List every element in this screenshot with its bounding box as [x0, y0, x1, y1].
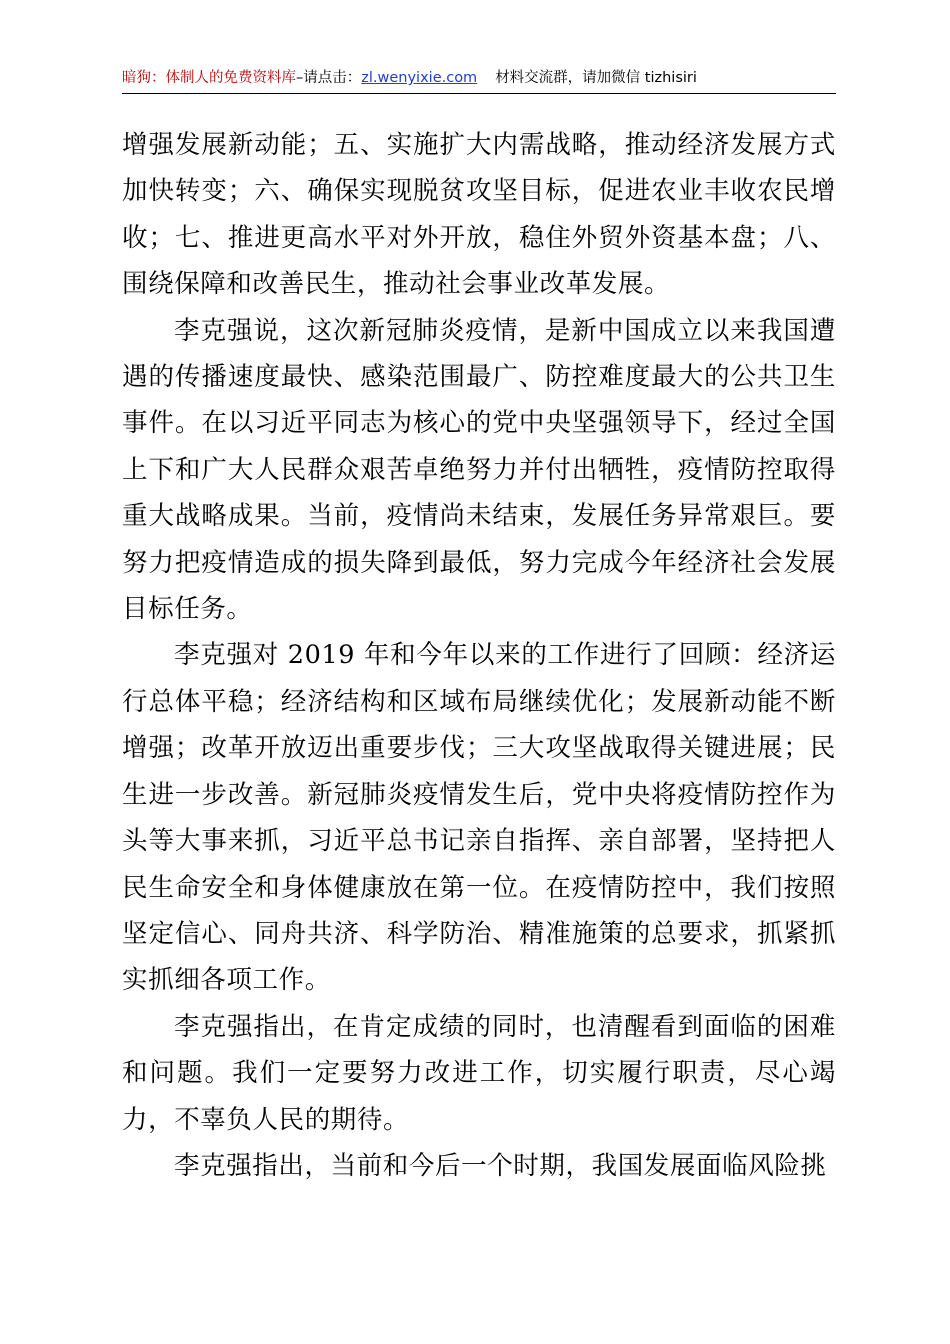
header-prompt: –请点击：	[296, 70, 362, 86]
page-header	[122, 66, 836, 90]
header-brand: 暗狗：体制人的免费资料库	[122, 70, 296, 86]
header-contact: 材料交流群，请加微信 tizhisiri	[495, 70, 697, 86]
header-divider	[122, 93, 836, 94]
header-link[interactable]: zl.wenyixie.com	[361, 70, 478, 86]
paragraph: 李克强指出，当前和今后一个时期，我国发展面临风险挑	[174, 1150, 827, 1181]
paragraph: 李克强指出，在肯定成绩的同时，也清醒看到面临的困难和问题。我们一定要努力改进工作，切实履行职责，尽心竭力，不辜负人民的期待。	[122, 1011, 836, 1135]
document-body	[122, 122, 836, 1189]
paragraph: 李克强对 2019 年和今年以来的工作进行了回顾：经济运行总体平稳；经济结构和区域布局继续优化；发展新动能不断增强；改革开放迈出重要步伐；三大攻坚战取得关键进展；民生进一步改善。新冠肺炎疫情发生后，党中央将疫情防控作为头等大事来抓，习近平总书记亲自指挥、亲自部署，坚持把人民生命安全和身体健康放在第一位。在疫情防控中，我们按照坚定信心、同舟共济、科学防治、精准施策的总要求，抓紧抓实抓细各项工作。	[122, 640, 836, 996]
paragraph: 李克强说，这次新冠肺炎疫情，是新中国成立以来我国遭遇的传播速度最快、感染范围最广、防控难度最大的公共卫生事件。在以习近平同志为核心的党中央坚强领导下，经过全国上下和广大人民群众艰苦卓绝努力并付出牺牲，疫情防控取得重大战略成果。当前，疫情尚未结束，发展任务异常艰巨。要努力把疫情造成的损失降到最低，努力完成今年经济社会发展目标任务。	[122, 315, 836, 625]
paragraph-continued: 增强发展新动能；五、实施扩大内需战略，推动经济发展方式加快转变；六、确保实现脱贫攻坚目标，促进农业丰收农民增收；七、推进更高水平对外开放，稳住外贸外资基本盘；八、围绕保障和改善民生，推动社会事业改革发展。	[122, 130, 836, 300]
